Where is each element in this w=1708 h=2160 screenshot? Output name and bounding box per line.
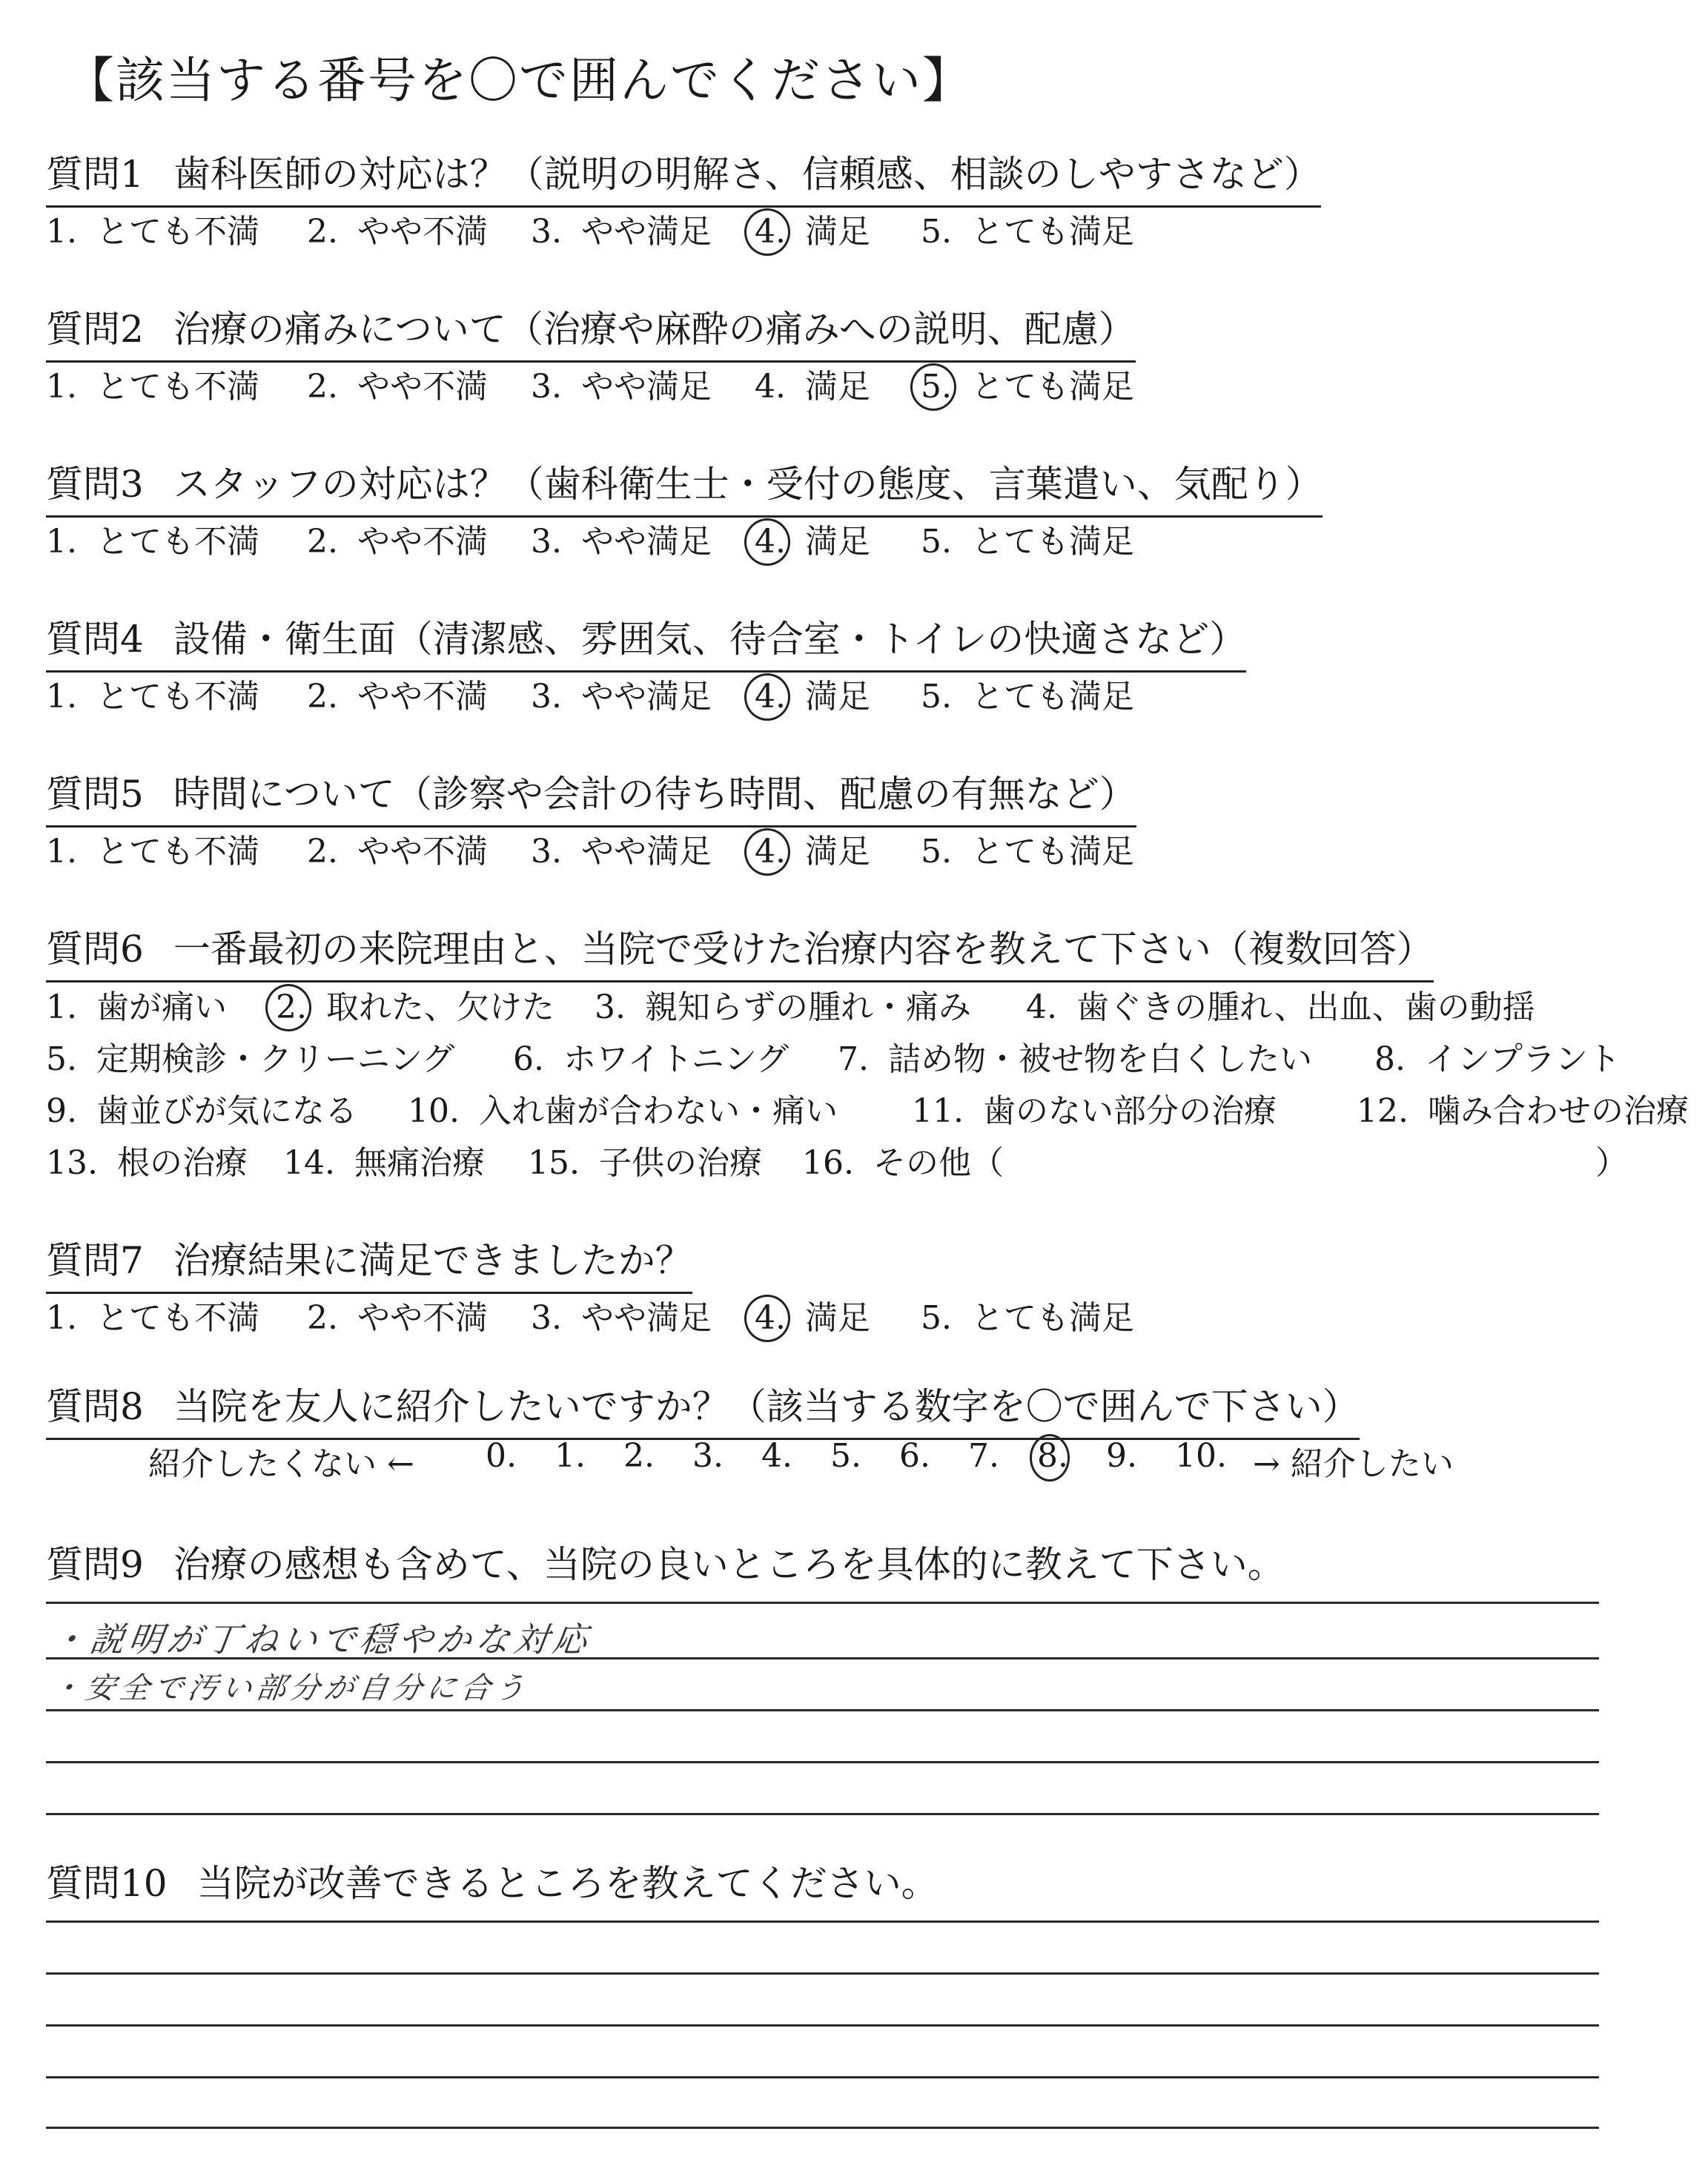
q6-option[interactable] — [283, 1136, 485, 1183]
option-label: 歯ぐきの腫れ、出血、歯の動揺 — [1076, 988, 1535, 1026]
question-text: 設備・衛生面（清潔感、雰囲気、待合室・トイレの快適さなど） — [173, 618, 1247, 661]
option-label: とても満足 — [970, 833, 1134, 871]
option-label: 取れた、欠けた — [325, 988, 555, 1026]
option-2[interactable] — [307, 360, 488, 407]
option-label: やや満足 — [580, 368, 712, 406]
question-number: 質問7 — [46, 1239, 144, 1282]
answer-line — [46, 2076, 1599, 2078]
option-3[interactable] — [531, 1291, 712, 1338]
option-number-circled: 4. — [755, 523, 786, 561]
option-1[interactable] — [46, 1291, 259, 1338]
option-5[interactable] — [921, 360, 1134, 407]
option-label: やや満足 — [580, 1299, 712, 1337]
option-number-circled: 4. — [755, 213, 786, 251]
option-number: 3. — [531, 213, 562, 251]
option-2[interactable] — [307, 825, 488, 872]
q6-option[interactable] — [46, 980, 227, 1028]
option-number: 2. — [307, 523, 338, 561]
question-text: スタッフの対応は？（歯科衛生士・受付の態度、言葉遣い、気配り） — [173, 463, 1323, 506]
option-5[interactable] — [921, 205, 1134, 252]
answer-line — [46, 1602, 1599, 1604]
option-number: 3. — [531, 1299, 562, 1337]
q6-option[interactable] — [838, 1032, 1312, 1080]
option-number: 10. — [408, 1092, 460, 1130]
option-1[interactable] — [46, 825, 259, 872]
option-2[interactable] — [307, 670, 488, 717]
scale-number[interactable]: 0. — [486, 1437, 517, 1475]
option-label: 無痛治療 — [354, 1144, 485, 1182]
option-1[interactable] — [46, 360, 259, 407]
option-3[interactable] — [531, 205, 712, 252]
question-3-title — [46, 455, 1323, 518]
option-label: とても不満 — [96, 833, 259, 871]
option-5[interactable] — [921, 825, 1134, 872]
q6-option[interactable] — [1357, 1084, 1689, 1132]
scale-number[interactable]: 1. — [555, 1437, 586, 1475]
scale-number[interactable]: 3. — [692, 1437, 724, 1475]
scale-number[interactable]: 4. — [761, 1437, 792, 1475]
option-label: その他（ — [873, 1144, 1004, 1182]
option-label: 噛み合わせの治療 — [1427, 1092, 1689, 1130]
option-number: 2. — [307, 1299, 338, 1337]
option-number: 4. — [755, 368, 786, 406]
option-label: やや満足 — [580, 213, 712, 251]
answer-line — [46, 1813, 1599, 1815]
question-text: 治療の感想も含めて、当院の良いところを具体的に教えて下さい。 — [173, 1543, 1285, 1586]
option-2[interactable] — [307, 205, 488, 252]
option-4[interactable] — [755, 825, 870, 872]
question-text: 歯科医師の対応は？（説明の明解さ、信頼感、相談のしやすさなど） — [173, 153, 1321, 196]
option-label: 歯並びが気になる — [96, 1092, 357, 1130]
option-label: やや満足 — [580, 523, 712, 561]
option-label: やや不満 — [357, 1299, 488, 1337]
question-text: 治療の痛みについて（治療や麻酔の痛みへの説明、配慮） — [173, 308, 1136, 351]
option-label: とても不満 — [96, 368, 259, 406]
question-6-title — [46, 919, 1434, 982]
option-number-circled: 4. — [755, 1299, 786, 1337]
scale-number[interactable]: 10. — [1175, 1437, 1227, 1475]
answer-line — [46, 1657, 1599, 1659]
option-label: 詰め物・被せ物を白くしたい — [887, 1040, 1312, 1078]
scale-number[interactable]: 7. — [968, 1437, 999, 1475]
question-text: 当院が改善できるところを教えてください。 — [196, 1862, 939, 1905]
option-label: とても満足 — [970, 523, 1134, 561]
option-4[interactable] — [755, 1291, 870, 1338]
scale-number-circled[interactable]: 8. — [1037, 1437, 1068, 1475]
scale-number[interactable]: 6. — [899, 1437, 930, 1475]
question-number: 質問6 — [46, 928, 144, 971]
question-text: 当院を友人に紹介したいですか？（該当する数字を〇で囲んで下さい） — [173, 1385, 1360, 1428]
scale-number[interactable]: 9. — [1106, 1437, 1137, 1475]
option-label: とても満足 — [970, 213, 1134, 251]
option-number: 5. — [921, 1299, 952, 1337]
option-3[interactable] — [531, 670, 712, 717]
option-label: とても満足 — [970, 678, 1134, 716]
question-text: 時間について（診察や会計の待ち時間、配慮の有無など） — [173, 773, 1136, 816]
option-label: やや不満 — [357, 523, 488, 561]
option-label: 歯のない部分の治療 — [982, 1092, 1277, 1130]
q6-option[interactable] — [528, 1136, 762, 1183]
option-number: 12. — [1357, 1092, 1409, 1130]
option-number: 5. — [921, 833, 952, 871]
q6-option[interactable] — [46, 1032, 454, 1080]
option-label: 満足 — [804, 678, 870, 716]
option-label: とても満足 — [970, 368, 1134, 406]
answer-line — [46, 1920, 1599, 1923]
option-label: 歯が痛い — [96, 988, 227, 1026]
question-4-title — [46, 610, 1246, 673]
option-label: やや不満 — [357, 368, 488, 406]
option-label: 入れ歯が合わない・痛い — [478, 1092, 838, 1130]
option-number: 3. — [531, 368, 562, 406]
option-label: やや満足 — [580, 678, 712, 716]
question-8-title — [46, 1377, 1360, 1440]
question-number: 質問4 — [46, 618, 144, 661]
option-label: やや満足 — [580, 833, 712, 871]
option-label: 満足 — [804, 833, 870, 871]
option-1[interactable] — [46, 670, 259, 717]
option-number: 1. — [46, 213, 77, 251]
question-7-title — [46, 1231, 692, 1294]
option-3[interactable] — [531, 360, 712, 407]
scale-left-label: 紹介したくない ← — [148, 1445, 414, 1483]
question-2-title — [46, 300, 1136, 363]
q6-option[interactable] — [46, 1136, 248, 1183]
option-label: とても不満 — [96, 678, 259, 716]
q6-option[interactable] — [513, 1032, 789, 1080]
answer-line — [46, 1972, 1599, 1975]
q6-option[interactable] — [408, 1084, 838, 1132]
question-number: 質問9 — [46, 1543, 144, 1586]
option-4[interactable] — [755, 670, 870, 717]
option-1[interactable] — [46, 515, 259, 562]
q6-option[interactable] — [46, 1084, 357, 1132]
option-number: 5. — [46, 1040, 77, 1078]
question-9-title — [46, 1535, 1285, 1596]
option-label: 満足 — [804, 368, 870, 406]
question-text: 一番最初の来院理由と、当院で受けた治療内容を教えて下さい（複数回答） — [173, 928, 1434, 971]
option-number: 1. — [46, 833, 77, 871]
option-4[interactable] — [755, 205, 870, 252]
question-8-scale — [0, 1437, 1708, 1482]
option-number: 14. — [283, 1144, 335, 1182]
q6-option-row — [46, 1032, 1662, 1077]
q6-option[interactable] — [912, 1084, 1277, 1132]
option-number: 16. — [802, 1144, 854, 1182]
option-1[interactable] — [46, 205, 259, 252]
option-number-circled: 2. — [276, 988, 307, 1026]
option-number: 3. — [531, 833, 562, 871]
answer-line — [46, 1709, 1599, 1711]
question-number: 質問1 — [46, 153, 144, 196]
question-10-title — [46, 1854, 939, 1915]
option-number: 1. — [46, 523, 77, 561]
option-label: とても不満 — [96, 523, 259, 561]
question-number: 質問2 — [46, 308, 144, 351]
handwritten-answer: ・安全で汚い部分が自分に合う — [49, 1671, 532, 1705]
answer-line — [46, 2024, 1599, 2027]
q6-option[interactable] — [1026, 980, 1535, 1028]
option-4[interactable] — [755, 360, 870, 407]
q6-option-row — [46, 980, 1662, 1025]
option-number: 5. — [921, 523, 952, 561]
q6-option[interactable] — [276, 980, 555, 1028]
option-number: 2. — [307, 368, 338, 406]
option-number: 4. — [1026, 988, 1057, 1026]
option-number: 7. — [838, 1040, 869, 1078]
option-number: 1. — [46, 988, 77, 1026]
option-3[interactable] — [531, 515, 712, 562]
option-number-circled: 5. — [921, 368, 952, 406]
q6-option[interactable] — [595, 980, 971, 1028]
option-number: 2. — [307, 678, 338, 716]
answer-line — [46, 2127, 1599, 2129]
option-5[interactable] — [921, 1291, 1134, 1338]
option-4[interactable] — [755, 515, 870, 562]
option-number: 11. — [912, 1092, 964, 1130]
option-label: ホワイトニング — [563, 1040, 790, 1078]
option-label: 満足 — [804, 213, 870, 251]
option-2[interactable] — [307, 1291, 488, 1338]
option-number: 3. — [531, 523, 562, 561]
option-label: 定期検診・クリーニング — [96, 1040, 455, 1078]
option-number: 8. — [1374, 1040, 1406, 1078]
option-5[interactable] — [921, 670, 1134, 717]
option-number: 5. — [921, 213, 952, 251]
option-3[interactable] — [531, 825, 712, 872]
option-label: インプラント — [1424, 1040, 1621, 1078]
q6-option-row — [46, 1136, 1662, 1180]
q6-option[interactable] — [802, 1136, 1004, 1183]
scale-right-label: → 紹介したい — [1253, 1445, 1454, 1483]
question-5-title — [46, 764, 1136, 828]
option-number: 13. — [46, 1144, 98, 1182]
option-number: 15. — [528, 1144, 580, 1182]
option-label: やや不満 — [357, 678, 488, 716]
option-label: 根の治療 — [116, 1144, 248, 1182]
option-2[interactable] — [307, 515, 488, 562]
question-number: 質問8 — [46, 1385, 144, 1428]
other-close-paren: ） — [1595, 1144, 1628, 1182]
q6-option[interactable] — [1374, 1032, 1621, 1080]
option-number-circled: 4. — [755, 833, 786, 871]
option-label: やや不満 — [357, 833, 488, 871]
option-label: 満足 — [804, 1299, 870, 1337]
option-label: やや不満 — [357, 213, 488, 251]
handwritten-answer: ・説明が丁ねいで穏やかな対応 — [48, 1619, 595, 1659]
option-label: 親知らずの腫れ・痛み — [644, 988, 971, 1026]
option-label: とても満足 — [970, 1299, 1134, 1337]
question-number: 質問3 — [46, 463, 144, 506]
question-1-title — [46, 145, 1321, 208]
option-number: 6. — [513, 1040, 544, 1078]
instruction-header: 【該当する番号を〇で囲んでください】 — [65, 52, 973, 109]
question-text: 治療結果に満足できましたか？ — [173, 1239, 692, 1282]
option-number: 1. — [46, 1299, 77, 1337]
option-number: 9. — [46, 1092, 77, 1130]
option-number-circled: 4. — [755, 678, 786, 716]
option-label: 満足 — [804, 523, 870, 561]
question-number: 質問5 — [46, 773, 144, 816]
scale-number[interactable]: 5. — [830, 1437, 861, 1475]
option-label: とても不満 — [96, 213, 259, 251]
option-number: 2. — [307, 833, 338, 871]
q6-option-row — [46, 1084, 1689, 1130]
scale-number[interactable]: 2. — [623, 1437, 655, 1475]
option-number: 2. — [307, 213, 338, 251]
answer-line — [46, 1761, 1599, 1763]
option-label: とても不満 — [96, 1299, 259, 1337]
option-number: 5. — [921, 678, 952, 716]
option-label: 子供の治療 — [598, 1144, 762, 1182]
option-number: 3. — [531, 678, 562, 716]
option-5[interactable] — [921, 515, 1134, 562]
question-number: 質問10 — [46, 1862, 168, 1905]
option-number: 1. — [46, 678, 77, 716]
option-number: 1. — [46, 368, 77, 406]
option-number: 3. — [595, 988, 626, 1026]
